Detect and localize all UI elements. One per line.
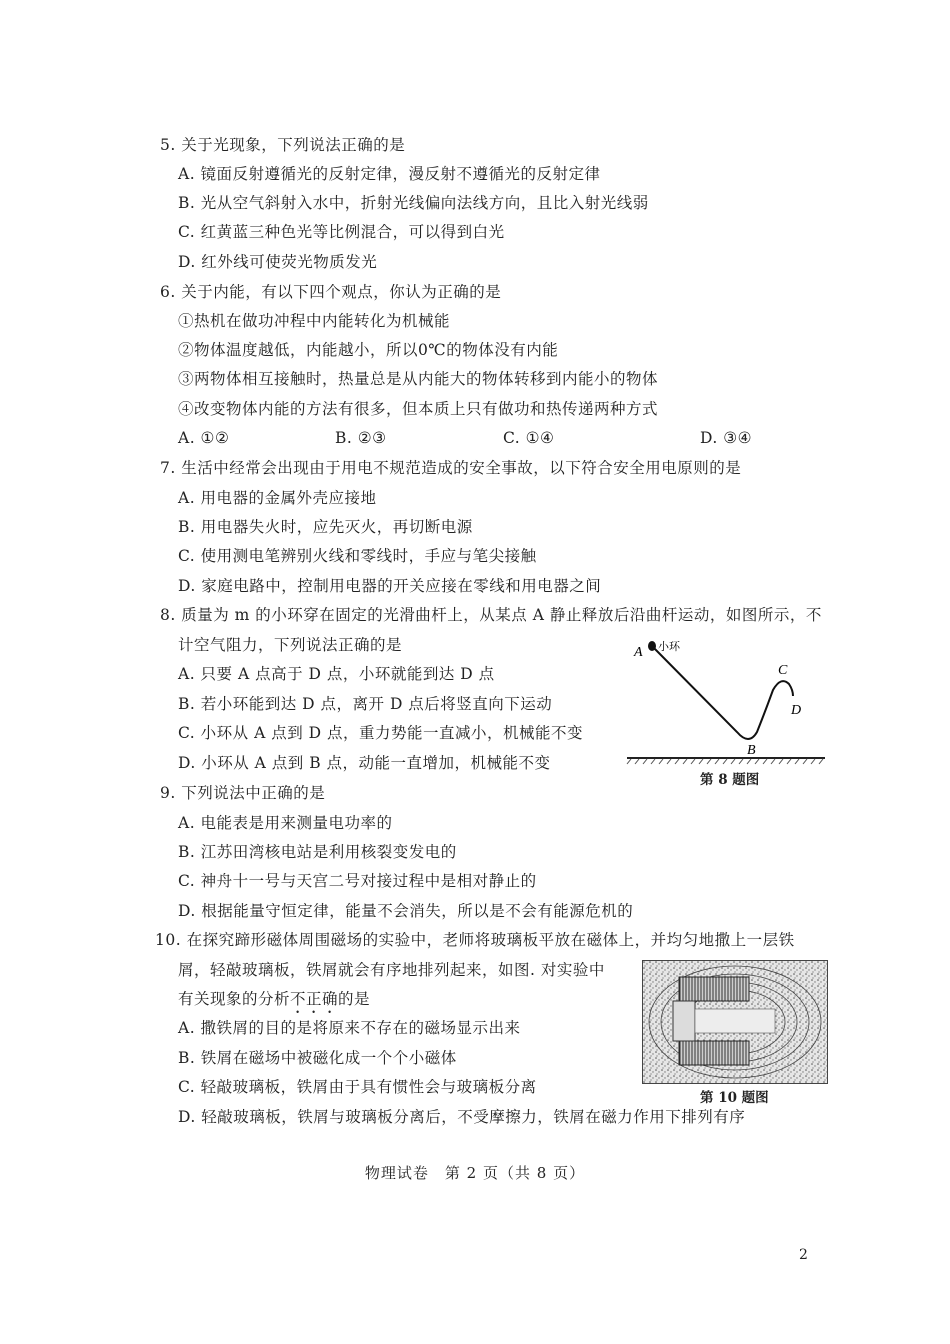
q9-option-d: D. 根据能量守恒定律，能量不会消失，所以是不会有能源危机的 [178,902,634,920]
q6-option-a: A. ①② [178,429,230,447]
q9-option-b: B. 江苏田湾核电站是利用核裂变发电的 [178,843,457,861]
curved-rod-diagram [625,632,830,772]
q6-statement-1: ①热机在做功冲程中内能转化为机械能 [178,312,451,330]
q7-option-c: C. 使用测电笔辨别火线和零线时，手应与笔尖接触 [178,547,537,565]
curved-rod [652,646,793,739]
q10-stem-line-2: 屑，轻敲玻璃板，铁屑就会有序地排列起来，如图. 对实验中 [178,961,605,979]
page-footer: 物理试卷 第 2 页（共 8 页） [364,1164,586,1182]
ground-hatching [627,759,823,764]
q7-option-a: A. 用电器的金属外壳应接地 [178,489,377,507]
lower-pole-filings [679,1041,749,1065]
q5-stem: 5. 关于光现象，下列说法正确的是 [160,136,406,154]
q7-option-d: D. 家庭电路中，控制用电器的开关应接在零线和用电器之间 [178,577,602,595]
q10-figure-caption: 第 10 题图 [700,1090,769,1106]
q7-stem: 7. 生活中经常会出现由于用电不规范造成的安全事故，以下符合安全用电原则的是 [160,459,742,477]
ring-dot [648,641,656,651]
q8-stem-line-2: 计空气阻力，下列说法正确的是 [178,636,403,654]
q5-option-c: C. 红黄蓝三种色光等比例混合，可以得到白光 [178,223,505,241]
magnet-bend [673,1001,695,1041]
q10-option-a: A. 撒铁屑的目的是将原来不存在的磁场显示出来 [178,1019,521,1037]
upper-pole-filings [679,977,749,1001]
q10-figure [642,960,828,1084]
q6-option-b: B. ②③ [335,429,387,447]
page-number: 2 [799,1247,808,1263]
q8-figure-caption: 第 8 题图 [700,772,760,788]
q9-option-a: A. 电能表是用来测量电功率的 [178,814,393,832]
q7-option-b: B. 用电器失火时，应先灭火，再切断电源 [178,518,473,536]
iron-filings-photo [643,961,827,1083]
q8-option-b: B. 若小环能到达 D 点，离开 D 点后将竖直向下运动 [178,695,553,713]
q10-stem-line-1: 10. 在探究蹄形磁体周围磁场的实验中，老师将玻璃板平放在磁体上，并均匀地撒上一层铁 [155,931,795,949]
q6-statement-4: ④改变物体内能的方法有很多，但本质上只有做功和热传递两种方式 [178,400,659,418]
label-ring: 小环 [658,640,680,653]
gap-region [695,1009,775,1033]
q6-stem: 6. 关于内能，有以下四个观点，你认为正确的是 [160,283,502,301]
q5-option-b: B. 光从空气斜射入水中，折射光线偏向法线方向，且比入射光线弱 [178,194,649,212]
q8-figure [625,632,830,772]
label-a: A [634,645,643,660]
q6-option-c: C. ①④ [503,429,555,447]
q5-option-a: A. 镜面反射遵循光的反射定律，漫反射不遵循光的反射定律 [178,165,601,183]
q8-option-a: A. 只要 A 点高于 D 点，小环就能到达 D 点 [178,665,495,683]
q9-stem: 9. 下列说法中正确的是 [160,784,326,802]
q8-option-c: C. 小环从 A 点到 D 点，重力势能一直减小，机械能不变 [178,724,583,742]
q6-option-d: D. ③④ [700,429,753,447]
q9-option-c: C. 神舟十一号与天宫二号对接过程中是相对静止的 [178,872,537,890]
q8-stem-line-1: 8. 质量为 m 的小环穿在固定的光滑曲杆上，从某点 A 静止释放后沿曲杆运动，如图所示，不 [160,606,822,624]
q10-option-c: C. 轻敲玻璃板，铁屑由于具有惯性会与玻璃板分离 [178,1078,537,1096]
q10-option-d: D. 轻敲玻璃板，铁屑与玻璃板分离后，不受摩擦力，铁屑在磁力作用下排列有序 [178,1108,746,1126]
q10-stem-emphasis: 不正确 [290,990,339,1008]
label-c: C [778,663,788,678]
q10-stem-line-3 [178,989,370,1017]
q8-option-d: D. 小环从 A 点到 B 点，动能一直增加，机械能不变 [178,754,551,772]
q10-stem-post: 的是 [338,990,371,1008]
q6-statement-2: ②物体温度越低，内能越小，所以0℃的物体没有内能 [178,341,559,359]
q10-stem-pre: 有关现象的分析 [178,990,291,1008]
q6-statement-3: ③两物体相互接触时，热量总是从内能大的物体转移到内能小的物体 [178,370,659,388]
label-b: B [747,743,756,758]
q5-option-d: D. 红外线可使荧光物质发光 [178,253,378,271]
label-d: D [791,703,802,718]
q10-option-b: B. 铁屑在磁场中被磁化成一个个小磁体 [178,1049,457,1067]
